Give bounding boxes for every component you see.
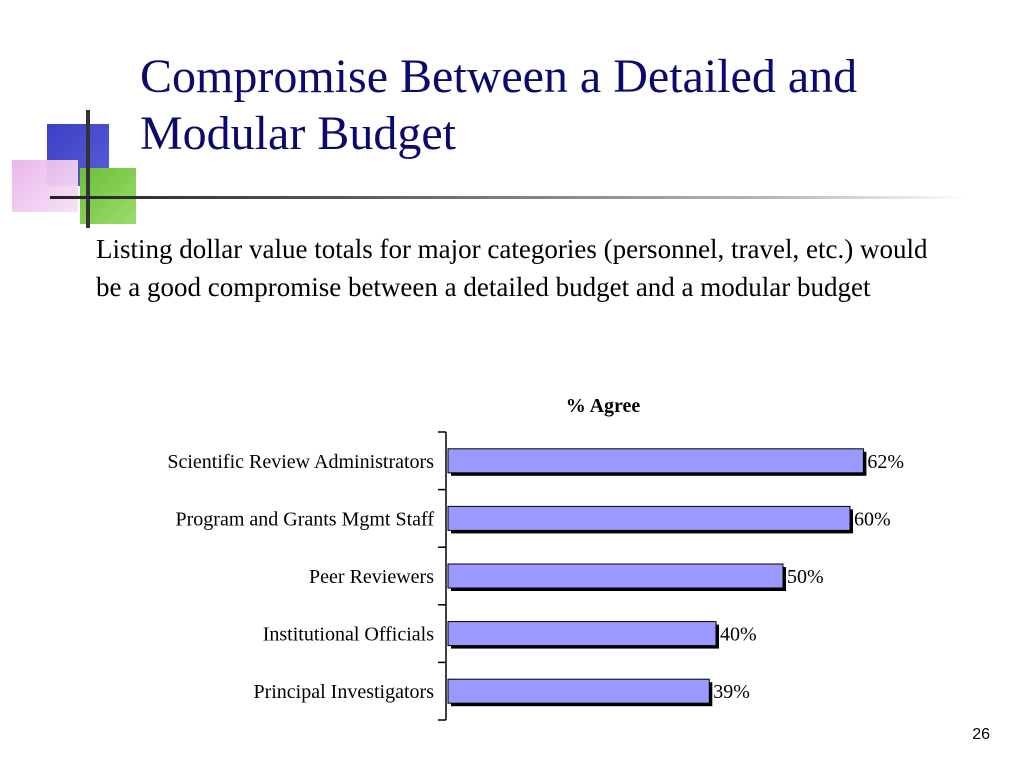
bar-chart <box>0 380 1024 730</box>
category-label: Principal Investigators <box>253 681 434 704</box>
category-label: Scientific Review Administrators <box>167 450 434 473</box>
bar <box>448 679 709 703</box>
page-number: 26 <box>972 726 990 743</box>
category-label: Program and Grants Mgmt Staff <box>175 508 434 531</box>
bar <box>448 506 850 530</box>
category-label: Institutional Officials <box>262 623 434 646</box>
decor-vertical-line <box>86 110 90 228</box>
value-label: 50% <box>787 566 824 588</box>
decor-pink-square <box>12 160 78 212</box>
bar <box>448 564 783 588</box>
category-label: Peer Reviewers <box>309 566 434 588</box>
slide-title: Compromise Between a Detailed and Modular Budget <box>140 50 858 160</box>
bar <box>448 449 863 473</box>
y-axis-ticks <box>438 432 446 720</box>
value-label: 40% <box>720 623 757 646</box>
value-label: 60% <box>854 508 891 531</box>
slide-body-text: Listing dollar value totals for major categories (personnel, travel, etc.) would be a good compromise between a detailed budget and a modular budget <box>96 234 928 302</box>
title-underline <box>50 196 970 199</box>
chart-title: % Agree <box>565 395 641 417</box>
bar <box>448 622 716 646</box>
value-label: 39% <box>713 681 750 704</box>
category-labels <box>167 451 434 703</box>
value-label: 62% <box>867 450 905 473</box>
